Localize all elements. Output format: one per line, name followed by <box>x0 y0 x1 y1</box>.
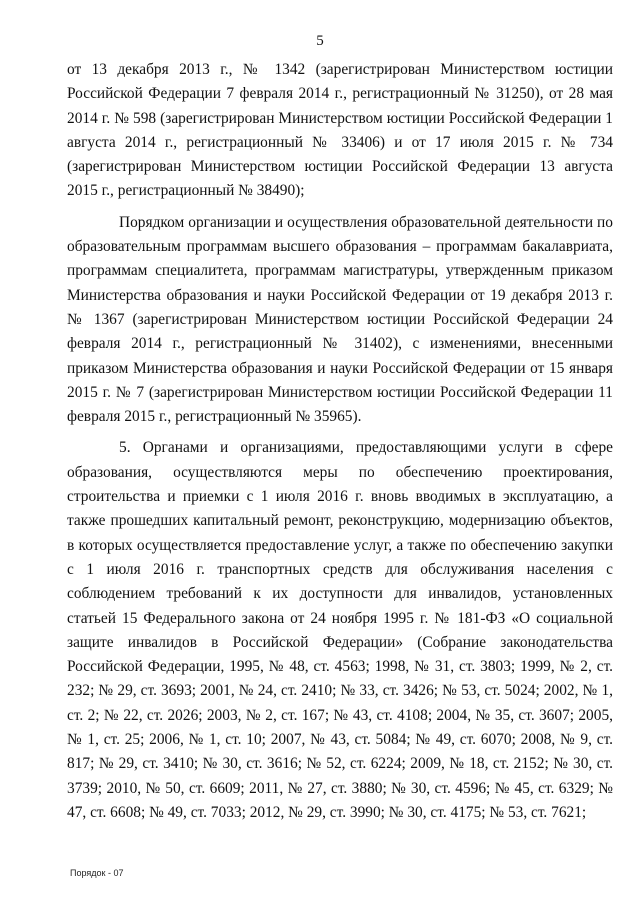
paragraph-procedure-order: Порядком организации и осуществления образовательной деятельности по образовательным программам высшего образования – программам бакалавриата, программам специалитета, программам магистратуры, утвержденным приказом Министерства образования и науки Российской Федерации от 19 декабря 2013 г. № 1367 (зарегистрирован Министерством юстиции Российской Федерации 24 февраля 2014 г., регистрационный № 31402), с изменениями, внесенными приказом Министерства образования и науки Российской Федерации от 15 января 2015 г. № 7 (зарегистрирован Министерством юстиции Российской Федерации 11 февраля 2015 г., регистрационный № 35965). <box>67 213 613 426</box>
paragraph-item-5: 5. Органами и организациями, предоставляющими услуги в сфере образования, осуществляются меры по обеспечению проектирования, строительства и приемки с 1 июля 2016 г. вновь вводимых в эксплуатацию, а также прошедших капитальный ремонт, реконструкцию, модернизацию объектов, в которых осуществляется предоставление услуг, а также по обеспечению закупки с 1 июля 2016 г. транспортных средств для обслуживания населения с соблюдением требований к их доступности для инвалидов, установленных статьей 15 Федерального закона от 24 ноября 1995 г. № 181-ФЗ «О социальной защите инвалидов в Российской Федерации» (Собрание законодательства Российской Федерации, 1995, № 48, ст. 4563; 1998, № 31, ст. 3803; 1999, № 2, ст. 232; № 29, ст. 3693; 2001, № 24, ст. 2410; № 33, ст. 3426; № 53, ст. 5024; 2002, № 1, ст. 2; № 22, ст. 2026; 2003, № 2, ст. 167; № 43, ст. 4108; 2004, № 35, ст. 3607; 2005, № 1, ст. 25; 2006, № 1, ст. 10; 2007, № 43, ст. 5084; № 49, ст. 6070; 2008, № 9, ст. 817; № 29, ст. 3410; № 30, ст. 3616; № 52, ст. 6224; 2009, № 18, ст. 2152; № 30, ст. 3739; 2010, № 50, ст. 6609; 2011, № 27, ст. 3880; № 30, ст. 4596; № 45, ст. 6329; № 47, ст. 6608; № 49, ст. 7033; 2012, № 29, ст. 3990; № 30, ст. 4175; № 53, ст. 7621; <box>67 439 613 821</box>
page-number: 5 <box>316 33 324 49</box>
document-body <box>67 58 613 825</box>
paragraph-continuation: от 13 декабря 2013 г., № 1342 (зарегистрирован Министерством юстиции Российской Федерации 7 февраля 2014 г., регистрационный № 31250), от 28 мая 2014 г. № 598 (зарегистрирован Министерством юстиции Российской Федерации 1 августа 2014 г., регистрационный № 33406) и от 17 июля 2015 г. № 734 (зарегистрирован Министерством юстиции Российской Федерации 13 августа 2015 г., регистрационный № 38490); <box>67 61 613 200</box>
footer-label: Порядок - 07 <box>70 868 124 878</box>
